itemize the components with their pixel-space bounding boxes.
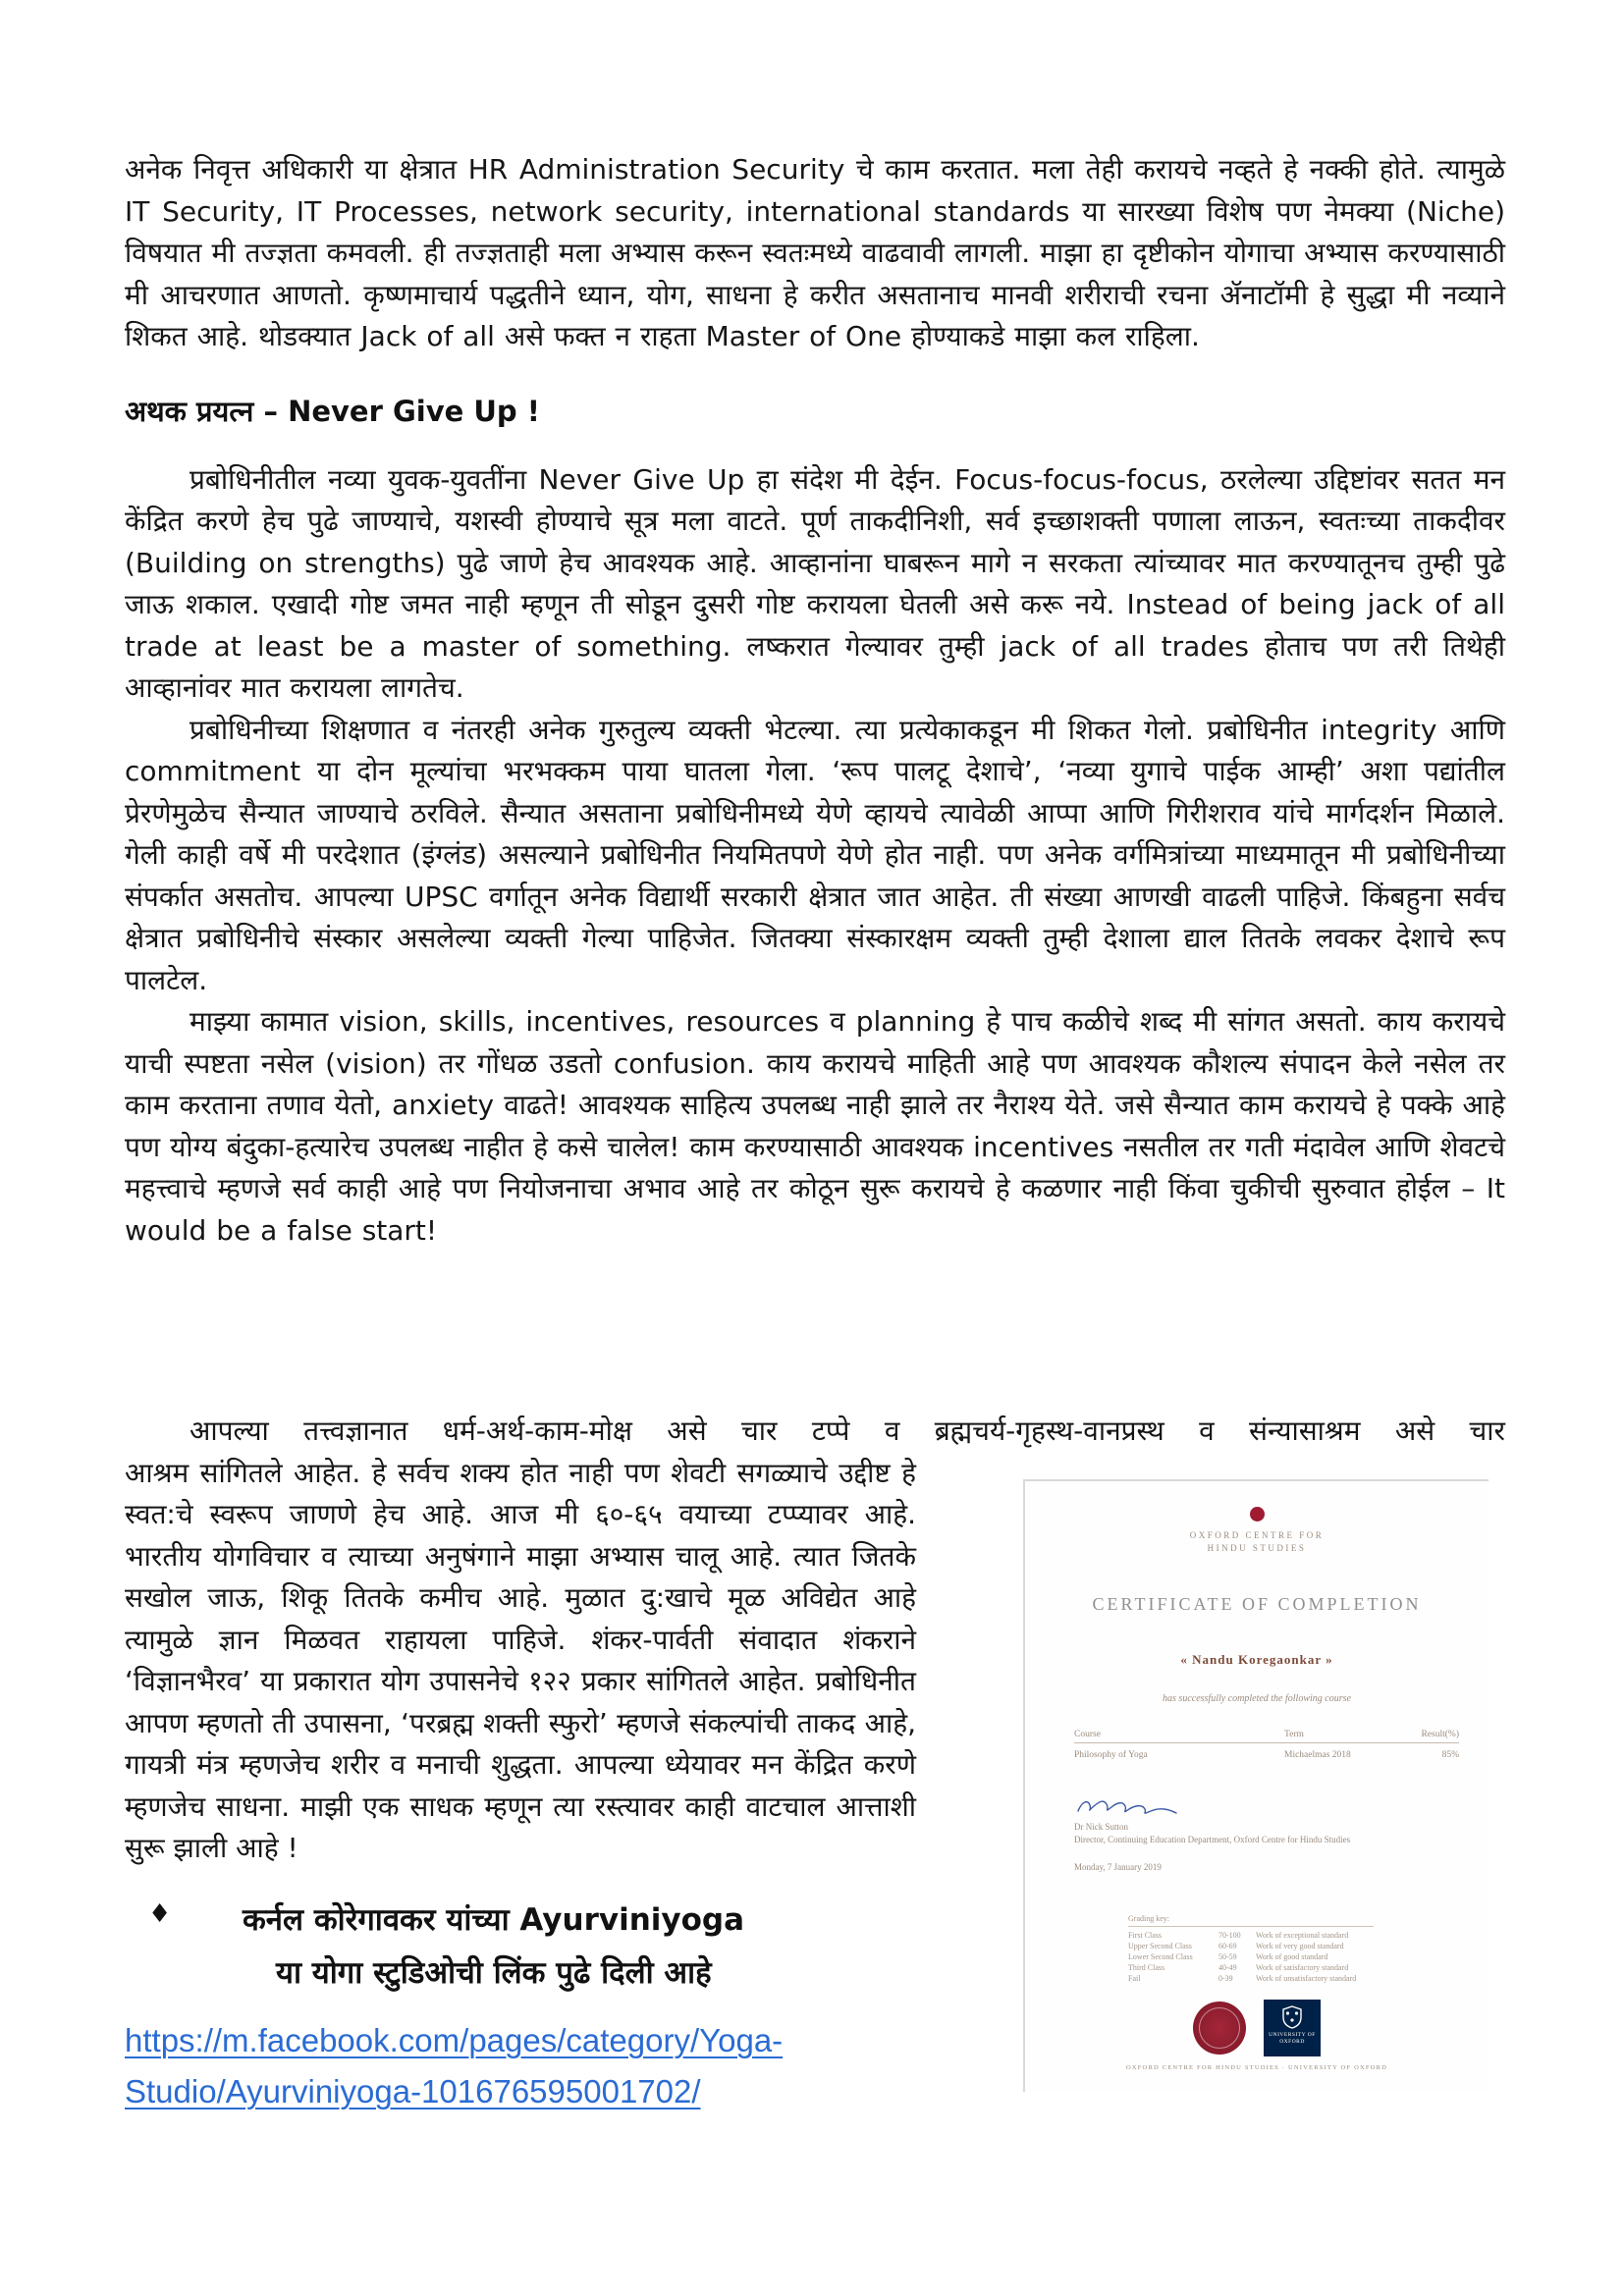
course-header: Course <box>1074 1730 1101 1739</box>
diamond-bullet-icon: ♦ <box>148 1898 172 1929</box>
grade-range: 50-59 <box>1218 1952 1237 1961</box>
university-of-oxford-logo-icon <box>1264 2000 1321 2056</box>
certificate-signature-block <box>1074 1793 1459 1872</box>
grading-row <box>1128 1930 1383 1941</box>
certificate-footer-caption: OXFORD CENTRE FOR HINDU STUDIES · UNIVERSITY OF OXFORD <box>1125 2064 1388 2071</box>
grade-class: Third Class <box>1128 1963 1165 1972</box>
certificate-org-line1: OXFORD CENTRE FOR <box>1189 1530 1325 1540</box>
certificate-date: Monday, 7 January 2019 <box>1074 1862 1162 1872</box>
facebook-link-line1[interactable]: https://m.facebook.com/pages/category/Yoga- <box>125 2021 784 2058</box>
ochs-seal-icon <box>1193 2002 1246 2055</box>
grading-key <box>1128 1913 1383 1984</box>
grade-range: 60-69 <box>1218 1942 1237 1950</box>
grade-desc: Work of satisfactory standard <box>1256 1963 1349 1972</box>
grading-key-title: Grading key: <box>1128 1913 1374 1927</box>
result-header: Result(%) <box>1421 1730 1459 1739</box>
grading-row <box>1128 1951 1383 1962</box>
grade-range: 0-39 <box>1218 1974 1233 1983</box>
ochs-logo-dot-icon <box>1250 1507 1265 1522</box>
certificate-recipient: « Nandu Koregaonkar » <box>1180 1652 1333 1667</box>
paragraph-five-keywords: माझ्या कामात vision, skills, incentives, resources व planning हे पाच कळीचे शब्द मी सांगत असतो. काय करायचे याची स्पष्टता नसेल (vision) तर गोंधळ उडतो confusion. काय करायचे माहिती आहे पण आवश्यक कौशल्य संपादन केले नसेल तर काम करताना तणाव येतो, anxiety वाढते! आवश्यक साहित्य उपलब्ध नाही झाले तर नैराश्य येते. जसे सैन्यात काम करायचे हे पक्के आहे पण योग्य बंदुका-हत्यारेच उपलब्ध नाहीत हे कसे चालेल! काम करण्यासाठी आवश्यक incentives नसतील तर गती मंदावेल आणि शेवटचे महत्त्वाचे म्हणजे सर्व काही आहे पण नियोजनाचा अभाव आहे तर कोठून सुरू करायचे हे कळणार नाही किंवा चुकीची सुरुवात होईल – It would be a false start! <box>125 1005 1505 1247</box>
grade-desc: Work of unsatisfactory standard <box>1256 1974 1357 1983</box>
term-header: Term <box>1284 1730 1304 1739</box>
grade-class: Fail <box>1128 1974 1141 1983</box>
course-name: Philosophy of Yoga <box>1074 1750 1148 1760</box>
bullet-line1: कर्नल कोरेगावकर यांच्या Ayurviniyoga <box>243 1901 745 1938</box>
paragraph-never-give-up: प्रबोधिनीतील नव्या युवक-युवतींना Never Give Up हा संदेश मी देईन. Focus-focus-focus, ठरलेल्या उद्दिष्टांवर सतत मन केंद्रित करणे हेच पुढे जाण्याचे, यशस्वी होण्याचे सूत्र मला वाटते. पूर्ण ताकदीनिशी, सर्व इच्छाशक्ती पणाला लाऊन, स्वतःच्या ताकदीवर (Building on strengths) पुढे जाणे हेच आवश्यक आहे. आव्हानांना घाबरून मागे न सरकता त्यांच्यावर मात करण्यातूनच तुम्ही पुढे जाऊ शकाल. एखादी गोष्ट जमत नाही म्हणून ती सोडून दुसरी गोष्ट करायला घेतली असे करू नये. Instead of being jack of all trade at least be a master of something. लष्करात गेल्यावर तुम्ही jack of all trades होताच पण तरी तिथेही आव्हानांवर मात करायला लागतेच. <box>125 462 1505 704</box>
paragraph-prabodhini: प्रबोधिनीच्या शिक्षणात व नंतरही अनेक गुरुतुल्य व्यक्ती भेटल्या. त्या प्रत्येकाकडून मी शिकत गेलो. प्रबोधिनीत integrity आणि commitment या दोन मूल्यांचा भरभक्कम पाया घातला गेला. ‘रूप पालटू देशाचे’, ‘नव्या युगाचे पाईक आम्ही’ अशा पद्यांतील प्रेरणेमुळेच सैन्यात जाण्याचे ठरविले. सैन्यात असताना प्रबोधिनीमध्ये येणे व्हायचे त्यावेळी आप्पा आणि गिरीशराव यांचे मार्गदर्शन मिळाले. गेली काही वर्षे मी परदेशात (इंग्लंड) असल्याने प्रबोधिनीत नियमितपणे येणे होत नाही. पण अनेक वर्गमित्रांच्या माध्यमातून मी प्रबोधिनीच्या संपर्कात असतोच. आपल्या UPSC वर्गातून अनेक विद्यार्थी सरकारी क्षेत्रात जात आहेत. ती संख्या आणखी वाढली पाहिजे. किंबहुना सर्वच क्षेत्रात प्रबोधिनीचे संस्कार असलेल्या व्यक्ती गेल्या पाहिजेत. जितक्या संस्कारक्षम व्यक्ती तुम्ही देशाला द्याल तितके लवकर देशाचे रूप पालटेल. <box>125 713 1505 996</box>
oxford-logo-text: UNIVERSITY OF OXFORD <box>1269 2032 1316 2045</box>
certificate-course-table <box>1074 1730 1459 1760</box>
document-body <box>125 149 1505 2109</box>
certificate-image <box>1023 1479 1489 2092</box>
grade-desc: Work of very good standard <box>1256 1942 1344 1950</box>
table-row <box>1074 1750 1459 1760</box>
paragraph-philosophy-intro: आपल्या तत्त्वज्ञानात धर्म-अर्थ-काम-मोक्ष असे चार टप्पे व ब्रह्मचर्य-गृहस्थ-वानप्रस्थ व संन्यासाश्रम असे चार <box>189 1415 1505 1447</box>
course-term: Michaelmas 2018 <box>1284 1750 1351 1760</box>
grade-range: 40-49 <box>1218 1963 1237 1972</box>
grade-class: First Class <box>1128 1931 1163 1940</box>
bullet-line2: या योगा स्टुडिओची लिंक पुढे दिली आहे <box>276 1954 712 1991</box>
certificate-subtitle: has successfully completed the following course <box>1163 1693 1351 1704</box>
facebook-link-line2[interactable]: Studio/Ayurviniyoga-101676595001702/ <box>125 2072 701 2109</box>
signer-title: Director, Continuing Education Department, Oxford Centre for Hindu Studies <box>1074 1835 1351 1844</box>
bullet-item-ayurviniyoga <box>148 1896 894 1998</box>
section-heading-never-give-up: अथक प्रयत्न – Never Give Up ! <box>125 394 541 428</box>
signer-name: Dr Nick Sutton <box>1074 1822 1128 1832</box>
certificate-title: CERTIFICATE OF COMPLETION <box>1092 1594 1422 1614</box>
signature-icon <box>1074 1793 1182 1819</box>
grade-desc: Work of good standard <box>1256 1952 1328 1961</box>
grade-class: Lower Second Class <box>1128 1952 1193 1961</box>
paragraph-career: अनेक निवृत्त अधिकारी या क्षेत्रात HR Administration Security चे काम करतात. मला तेही करायचे नव्हते हे नक्की होते. त्यामुळे IT Security, IT Processes, network security, international standards या सारख्या विशेष पण नेमक्या (Niche) विषयात मी तज्ज्ञता कमवली. ही तज्ज्ञताही मला अभ्यास करून स्वतःमध्ये वाढवावी लागली. माझा हा दृष्टीकोन योगाचा अभ्यास करण्यासाठी मी आचरणात आणतो. कृष्णमाचार्य पद्धतीने ध्यान, योग, साधना हे करीत असतानाच मानवी शरीराची रचना ॲनाटॉमी हे सुद्धा मी नव्याने शिकत आहे. थोडक्यात Jack of all असे फक्त न राहता Master of One होण्याकडे माझा कल राहिला. <box>125 153 1505 352</box>
grade-desc: Work of exceptional standard <box>1256 1931 1349 1940</box>
grade-class: Upper Second Class <box>1128 1942 1192 1950</box>
grading-row <box>1128 1973 1383 1984</box>
grade-range: 70-100 <box>1218 1931 1241 1940</box>
certificate-org-line2: HINDU STUDIES <box>1207 1543 1307 1553</box>
grading-row <box>1128 1962 1383 1973</box>
grading-row <box>1128 1941 1383 1951</box>
certificate-logos <box>1025 2000 1489 2056</box>
paragraph-philosophy-wrapped: आश्रम सांगितले आहेत. हे सर्वच शक्य होत नाही पण शेवटी सगळ्याचे उद्दीष्ट हे स्वत:चे स्वरूप जाणणे हेच आहे. आज मी ६०-६५ वयाच्या टप्प्यावर आहे. भारतीय योगविचार व त्याच्या अनुषंगाने माझा अभ्यास चालू आहे. त्यात जितके सखोल जाऊ, शिकू तितके कमीच आहे. मुळात दु:खाचे मूळ अविद्येत आहे त्यामुळे ज्ञान मिळवत राहायला पाहिजे. शंकर-पार्वती संवादात शंकराने ‘विज्ञानभैरव’ या प्रकारात योग उपासनेचे १२२ प्रकार सांगितले आहेत. प्रबोधिनीत आपण म्हणतो ती उपासना, ‘परब्रह्म शक्ती स्फुरो’ म्हणजे संकल्पांची ताकद आहे, गायत्री मंत्र म्हणजेच शरीर व मनाची शुद्धता. आपल्या ध्येयावर मन केंद्रित करणे म्हणजेच साधना. माझी एक साधक म्हणून त्या रस्त्यावर काही वाटचाल आत्ताशी सुरू झाली आहे ! <box>125 1456 916 1864</box>
course-result: 85% <box>1441 1750 1459 1760</box>
